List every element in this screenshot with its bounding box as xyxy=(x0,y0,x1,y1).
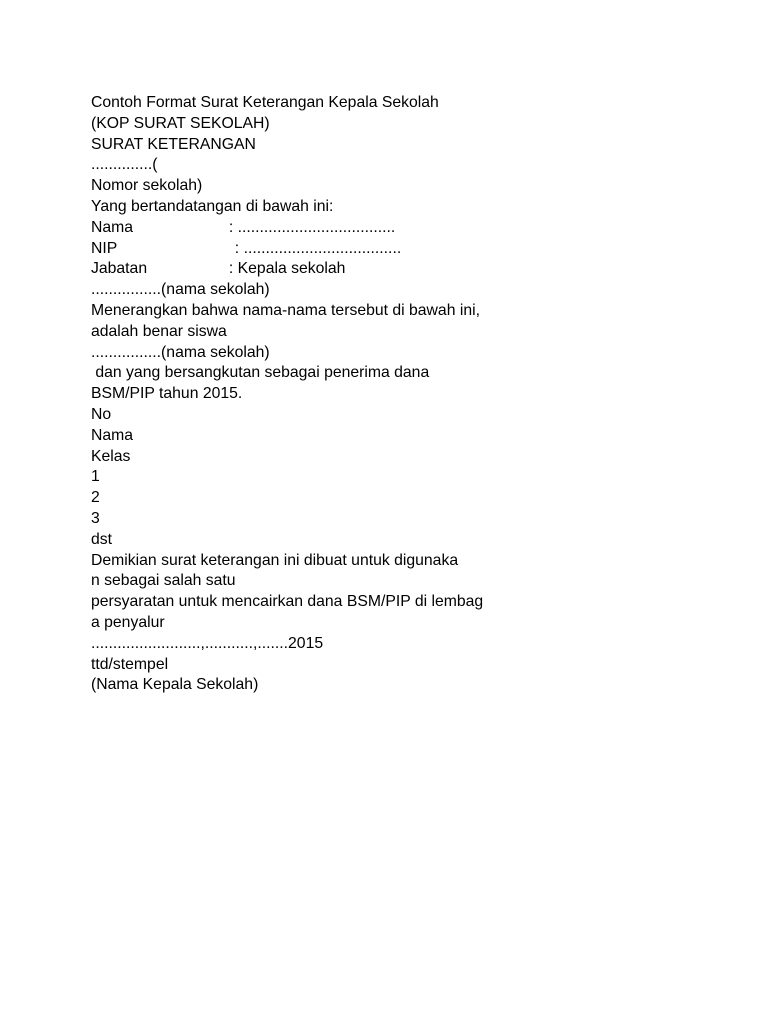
intro-text: Yang bertandatangan di bawah ini: xyxy=(91,197,334,215)
table-header-no: No xyxy=(91,405,112,423)
closing-line-2: n sebagai salah satu xyxy=(91,572,236,590)
field-nip-value: : .................................... xyxy=(234,239,402,257)
table-row-number: 1 xyxy=(91,468,100,486)
letter-body xyxy=(91,93,702,696)
field-jabatan-label: Jabatan xyxy=(91,260,148,278)
signer-name: (Nama Kepala Sekolah) xyxy=(91,676,259,694)
closing-line-4: a penyalur xyxy=(91,613,165,631)
field-nip-label: NIP xyxy=(91,239,118,257)
letter-heading: SURAT KETERANGAN xyxy=(91,135,256,153)
field-jabatan-value: : Kepala sekolah xyxy=(228,260,346,278)
field-jabatan xyxy=(91,259,702,280)
closing-line-3: persyaratan untuk mencairkan dana BSM/PIP di lembag xyxy=(91,593,484,611)
statement-line-2: adalah benar siswa xyxy=(91,322,227,340)
school-name-line-1: ................(nama sekolah) xyxy=(91,281,270,299)
statement-line-4: BSM/PIP tahun 2015. xyxy=(91,385,243,403)
field-nip xyxy=(91,239,702,260)
nomor-line-1: ..............( xyxy=(91,156,158,174)
document-title: Contoh Format Surat Keterangan Kepala Sekolah xyxy=(91,94,439,111)
closing-line-1: Demikian surat keterangan ini dibuat untuk digunaka xyxy=(91,551,459,569)
table-row-number: 2 xyxy=(91,489,100,507)
statement-line-1: Menerangkan bahwa nama-nama tersebut di bawah ini, xyxy=(91,301,480,319)
table-header-nama: Nama xyxy=(91,426,134,444)
field-nama-value: : .................................... xyxy=(228,218,396,236)
school-name-line-2: ................(nama sekolah) xyxy=(91,343,270,361)
kop-surat-placeholder: (KOP SURAT SEKOLAH) xyxy=(91,114,270,132)
table-header-kelas: Kelas xyxy=(91,447,131,465)
table-row-number: 3 xyxy=(91,509,100,527)
nomor-line-2: Nomor sekolah) xyxy=(91,177,203,195)
field-nama-label: Nama xyxy=(91,218,134,236)
date-line: .........................,...........,.......2015 xyxy=(91,634,324,652)
table-row-etc: dst xyxy=(91,530,113,548)
field-nama xyxy=(91,218,702,239)
statement-line-3: dan yang bersangkutan sebagai penerima dana xyxy=(91,364,430,382)
signature-stamp: ttd/stempel xyxy=(91,655,169,673)
